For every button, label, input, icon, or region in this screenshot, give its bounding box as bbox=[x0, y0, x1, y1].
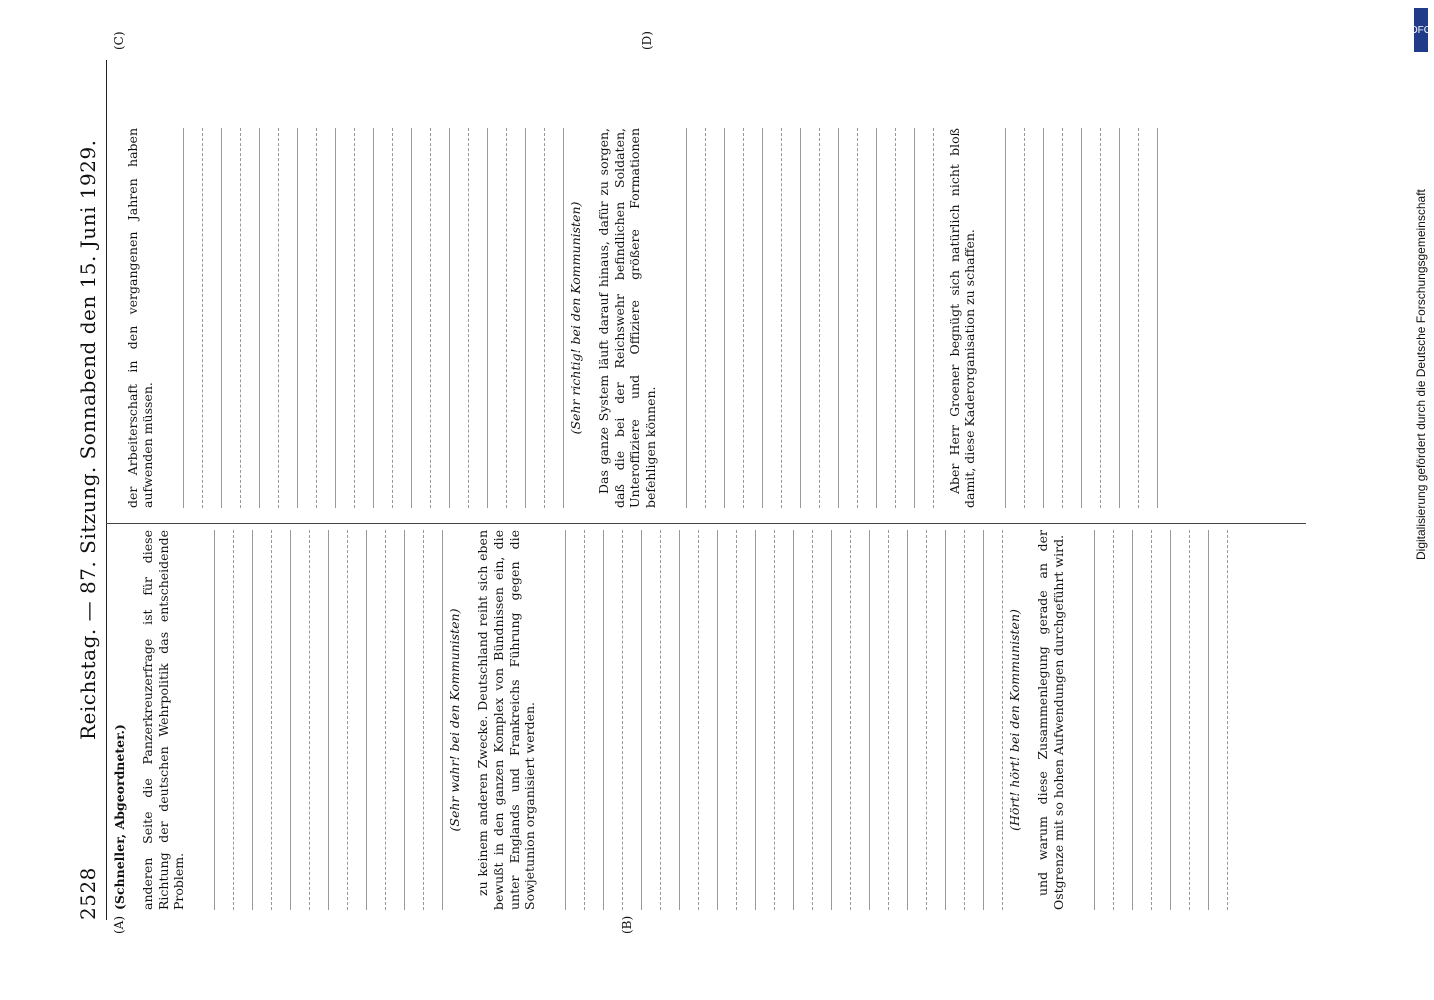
text-line bbox=[823, 128, 839, 508]
text-line bbox=[899, 128, 915, 508]
text-line bbox=[244, 128, 260, 508]
text-line bbox=[396, 128, 412, 508]
text-line bbox=[427, 530, 443, 910]
text-line bbox=[949, 530, 965, 910]
text-line bbox=[1136, 530, 1152, 910]
text-line bbox=[816, 530, 832, 910]
text-line bbox=[358, 128, 374, 508]
text-line bbox=[168, 128, 184, 508]
text-line bbox=[282, 128, 298, 508]
text-line bbox=[550, 530, 566, 910]
text-line bbox=[1155, 530, 1171, 910]
text-line bbox=[187, 128, 203, 508]
text-line bbox=[256, 530, 272, 910]
text-line bbox=[434, 128, 450, 508]
right-paragraph-1: der Arbeiterschaft in den vergangenen Jahren haben aufwenden müssen. bbox=[124, 128, 156, 508]
left-column bbox=[112, 530, 1231, 910]
text-line bbox=[1047, 128, 1063, 508]
header-title: Reichstag. — 87. Sitzung. Sonnabend den 15. Juni 1929. bbox=[76, 139, 100, 740]
text-line bbox=[275, 530, 291, 910]
text-line bbox=[453, 128, 469, 508]
column-divider bbox=[106, 523, 1306, 524]
text-line bbox=[1104, 128, 1120, 508]
text-line bbox=[918, 128, 934, 508]
margin-letter-d: (D) bbox=[640, 31, 654, 50]
text-line bbox=[804, 128, 820, 508]
text-line bbox=[1028, 128, 1044, 508]
text-line bbox=[721, 530, 737, 910]
text-line bbox=[645, 530, 661, 910]
text-line bbox=[225, 128, 241, 508]
text-line bbox=[683, 530, 699, 910]
text-line bbox=[1123, 128, 1139, 508]
text-line bbox=[873, 530, 889, 910]
text-line bbox=[1085, 128, 1101, 508]
text-line bbox=[491, 128, 507, 508]
page-number: 2528 bbox=[76, 867, 100, 920]
text-line bbox=[778, 530, 794, 910]
text-line bbox=[313, 530, 329, 910]
text-line bbox=[766, 128, 782, 508]
text-line bbox=[548, 128, 564, 508]
side-note-text: Digitalisierung gefördert durch die Deutsche Forschungsgemeinschaft bbox=[1414, 189, 1428, 560]
dfg-logo: DFG bbox=[1414, 8, 1428, 52]
text-line bbox=[263, 128, 279, 508]
header-rule bbox=[106, 60, 107, 920]
text-line bbox=[930, 530, 946, 910]
text-line bbox=[1193, 530, 1209, 910]
text-line bbox=[351, 530, 367, 910]
interjection: (Hört! hört! bei den Kommunisten) bbox=[1007, 609, 1023, 831]
text-line bbox=[472, 128, 488, 508]
left-paragraph-2: zu keinem anderen Zwecke. Deutschland reiht sich eben bewußt in den ganzen Komplex von Bündnissen ein, die unter Englands und Frankreichs Führung gegen die Sowjetunion organisiert werden. bbox=[475, 530, 538, 910]
text-line bbox=[709, 128, 725, 508]
text-line bbox=[892, 530, 908, 910]
text-line bbox=[1174, 530, 1190, 910]
text-line bbox=[1142, 128, 1158, 508]
text-line bbox=[569, 530, 585, 910]
text-line bbox=[740, 530, 756, 910]
text-line bbox=[588, 530, 604, 910]
interjection: (Sehr wahr! bei den Kommunisten) bbox=[447, 608, 463, 832]
text-line bbox=[968, 530, 984, 910]
text-line bbox=[785, 128, 801, 508]
right-column bbox=[112, 128, 1161, 508]
left-paragraph-3: und warum diese Zusammenlegung gerade an der Ostgrenze mit so hohen Aufwendungen durchgeführt wird. bbox=[1035, 530, 1067, 910]
text-line bbox=[237, 530, 253, 910]
margin-letter-a: (A) bbox=[112, 915, 126, 934]
text-line bbox=[1066, 128, 1082, 508]
text-line bbox=[1117, 530, 1133, 910]
text-line bbox=[835, 530, 851, 910]
left-paragraph-1: anderen Seite die Panzerkreuzerfrage ist für diese Richtung der deutschen Wehrpolitik das entscheidende Problem. bbox=[140, 530, 187, 910]
text-line bbox=[415, 128, 431, 508]
text-line bbox=[861, 128, 877, 508]
text-line bbox=[607, 530, 623, 910]
text-line bbox=[1098, 530, 1114, 910]
right-paragraph-3: Aber Herr Groener begnügt sich natürlich nicht bloß damit, diese Kaderorganisation zu schaffen. bbox=[946, 128, 978, 508]
text-line bbox=[911, 530, 927, 910]
digitization-note bbox=[1410, 0, 1434, 1000]
running-header bbox=[70, 60, 104, 920]
text-line bbox=[990, 128, 1006, 508]
text-line bbox=[702, 530, 718, 910]
text-line bbox=[529, 128, 545, 508]
text-line bbox=[339, 128, 355, 508]
text-line bbox=[332, 530, 348, 910]
margin-letter-c: (C) bbox=[112, 31, 126, 50]
text-line bbox=[1009, 128, 1025, 508]
text-line bbox=[320, 128, 336, 508]
text-line bbox=[626, 530, 642, 910]
text-line bbox=[671, 128, 687, 508]
text-line bbox=[370, 530, 386, 910]
right-paragraph-2: Das ganze System läuft darauf hinaus, dafür zu sorgen, daß die bei der Reichswehr befindlichen Soldaten, Unteroffiziere und Offiziere größere Formationen befehligen können. bbox=[596, 128, 659, 508]
text-line bbox=[206, 128, 222, 508]
text-line bbox=[987, 530, 1003, 910]
text-line bbox=[510, 128, 526, 508]
text-line bbox=[218, 530, 234, 910]
text-line bbox=[797, 530, 813, 910]
text-line bbox=[1212, 530, 1228, 910]
text-line bbox=[690, 128, 706, 508]
text-line bbox=[1079, 530, 1095, 910]
margin-letter-b: (B) bbox=[620, 915, 634, 934]
text-line bbox=[389, 530, 405, 910]
text-line bbox=[199, 530, 215, 910]
text-line bbox=[301, 128, 317, 508]
speaker-label: (Schneller, Abgeordneter.) bbox=[112, 724, 127, 910]
text-line bbox=[728, 128, 744, 508]
text-line bbox=[294, 530, 310, 910]
text-line bbox=[759, 530, 775, 910]
text-line bbox=[377, 128, 393, 508]
text-line bbox=[880, 128, 896, 508]
text-line bbox=[854, 530, 870, 910]
text-line bbox=[842, 128, 858, 508]
text-line bbox=[747, 128, 763, 508]
text-line bbox=[664, 530, 680, 910]
text-line bbox=[408, 530, 424, 910]
interjection: (Sehr richtig! bei den Kommunisten) bbox=[568, 201, 584, 435]
